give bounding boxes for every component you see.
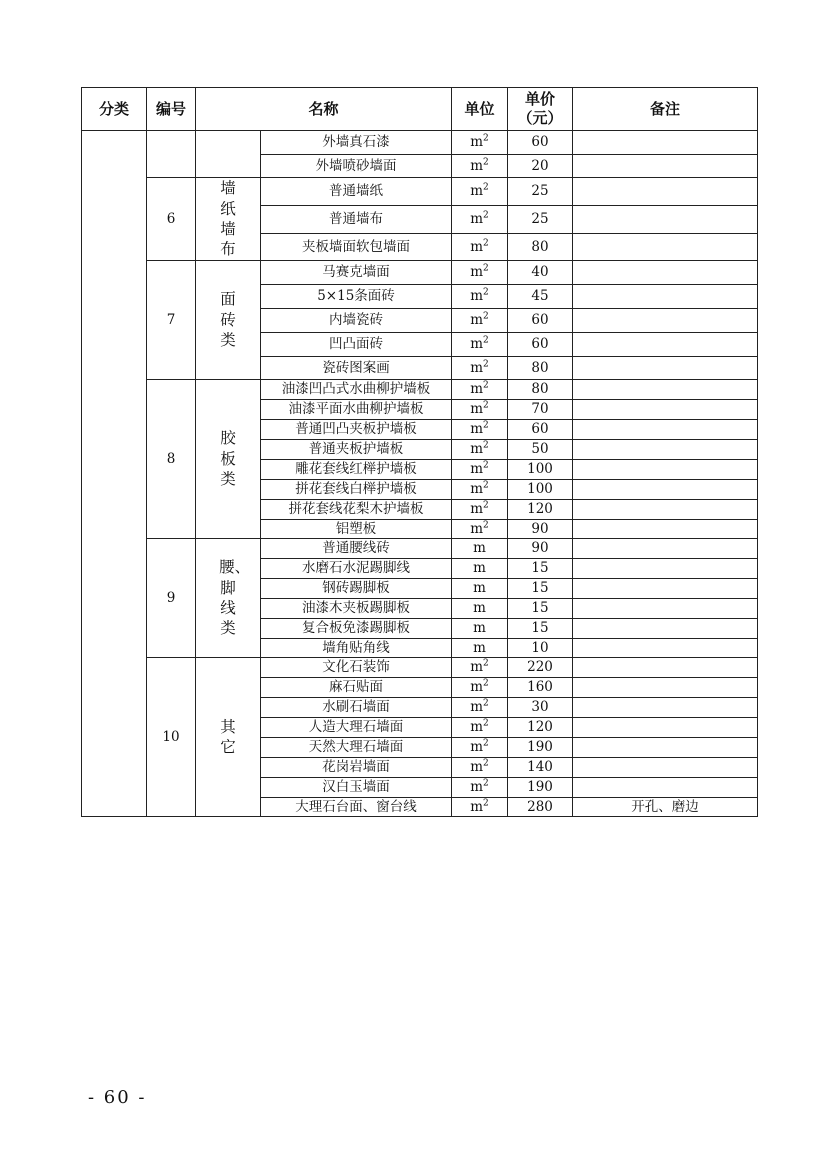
item-unit-exponent: 2 [483, 380, 489, 391]
item-price-cell: 15 [508, 599, 573, 619]
item-price-cell: 80 [508, 380, 573, 400]
item-price-cell: 20 [508, 155, 573, 178]
item-unit-cell [452, 698, 508, 718]
item-remark-cell [573, 559, 758, 579]
item-price-cell: 220 [508, 658, 573, 678]
group-type-cell [196, 131, 261, 178]
item-name-cell: 马赛克墙面 [261, 261, 452, 285]
item-unit-cell [452, 500, 508, 520]
item-price-cell: 30 [508, 698, 573, 718]
category-cell [82, 131, 147, 817]
item-unit-base: m [470, 461, 484, 478]
item-name-cell: 人造大理石墙面 [261, 718, 452, 738]
item-remark-cell [573, 261, 758, 285]
item-price-cell: 190 [508, 738, 573, 758]
item-price-cell: 15 [508, 579, 573, 599]
item-remark-cell [573, 678, 758, 698]
item-name-cell: 油漆木夹板踢脚板 [261, 599, 452, 619]
item-unit-exponent: 2 [483, 658, 489, 669]
item-remark-cell [573, 758, 758, 778]
group-code-cell: 6 [147, 178, 196, 261]
item-name-cell: 普通凹凸夹板护墙板 [261, 420, 452, 440]
item-name-cell: 普通墙纸 [261, 178, 452, 206]
item-remark-cell [573, 333, 758, 357]
item-unit-cell [452, 234, 508, 261]
item-name-cell: 墙角贴角线 [261, 639, 452, 658]
item-name-cell: 普通夹板护墙板 [261, 440, 452, 460]
item-unit-exponent: 2 [483, 238, 489, 249]
item-price-cell: 40 [508, 261, 573, 285]
item-name-cell: 凹凸面砖 [261, 333, 452, 357]
item-remark-cell [573, 698, 758, 718]
group-type-label: 胶板类 [220, 429, 236, 489]
item-unit-base: m [470, 401, 484, 418]
item-remark-cell [573, 718, 758, 738]
table-row [82, 131, 758, 155]
item-unit-cell [452, 758, 508, 778]
item-unit-base: m [470, 759, 484, 776]
item-unit-cell [452, 400, 508, 420]
item-unit-exponent: 2 [483, 718, 489, 729]
item-price-cell: 15 [508, 559, 573, 579]
item-price-cell: 90 [508, 539, 573, 559]
item-unit-base: m [470, 134, 484, 151]
item-name-cell: 拼花套线白榉护墙板 [261, 480, 452, 500]
item-unit-base: m [470, 501, 484, 518]
item-unit-cell [452, 718, 508, 738]
item-unit-base: m [470, 679, 484, 696]
item-unit-base: m [470, 264, 484, 281]
header-price-currency: （元） [517, 109, 563, 127]
item-unit-cell [452, 559, 508, 579]
table-row [82, 539, 758, 559]
item-unit-base: m [470, 381, 484, 398]
item-price-cell: 45 [508, 285, 573, 309]
item-unit-base: m [470, 359, 484, 376]
item-name-cell: 油漆平面水曲柳护墙板 [261, 400, 452, 420]
group-type-cell [196, 539, 261, 658]
item-price-cell: 10 [508, 639, 573, 658]
item-price-cell: 15 [508, 619, 573, 639]
item-unit-base: m [470, 659, 484, 676]
item-unit-base: m [470, 336, 484, 353]
item-unit-exponent: 2 [483, 359, 489, 370]
item-unit-cell [452, 778, 508, 798]
item-unit-base: m [470, 157, 484, 174]
item-unit-base: m [473, 600, 486, 617]
item-remark-cell [573, 309, 758, 333]
item-price-cell: 90 [508, 520, 573, 539]
item-unit-base: m [470, 421, 484, 438]
item-price-cell: 160 [508, 678, 573, 698]
header-category: 分类 [82, 88, 147, 131]
item-unit-exponent: 2 [483, 738, 489, 749]
item-remark-cell [573, 285, 758, 309]
item-name-cell: 文化石装饰 [261, 658, 452, 678]
item-unit-exponent: 2 [483, 520, 489, 531]
item-unit-exponent: 2 [483, 778, 489, 789]
item-remark-cell [573, 619, 758, 639]
item-name-cell: 瓷砖图案画 [261, 357, 452, 380]
item-unit-base: m [470, 520, 484, 537]
header-unit: 单位 [452, 88, 508, 131]
header-remark: 备注 [573, 88, 758, 131]
item-unit-exponent: 2 [483, 698, 489, 709]
item-unit-exponent: 2 [483, 287, 489, 298]
group-type-label: 面砖类 [220, 290, 236, 350]
table-row [82, 658, 758, 678]
item-name-cell: 水磨石水泥踢脚线 [261, 559, 452, 579]
item-price-cell: 80 [508, 357, 573, 380]
item-unit-cell [452, 333, 508, 357]
item-unit-cell [452, 309, 508, 333]
header-price-label: 单价 [525, 90, 556, 109]
item-remark-cell [573, 539, 758, 559]
item-unit-cell [452, 619, 508, 639]
item-unit-base: m [473, 580, 486, 597]
group-type-label: 其它 [220, 717, 236, 756]
item-remark-cell [573, 400, 758, 420]
item-unit-base: m [470, 779, 484, 796]
item-unit-cell [452, 357, 508, 380]
item-unit-base: m [470, 481, 484, 498]
item-unit-base: m [470, 238, 484, 255]
item-price-cell: 100 [508, 460, 573, 480]
item-unit-base: m [470, 441, 484, 458]
header-name: 名称 [196, 88, 452, 131]
item-remark-cell [573, 155, 758, 178]
item-unit-cell [452, 460, 508, 480]
item-price-cell: 280 [508, 798, 573, 817]
item-unit-exponent: 2 [483, 798, 489, 809]
item-unit-cell [452, 178, 508, 206]
item-name-cell: 拼花套线花梨木护墙板 [261, 500, 452, 520]
item-name-cell: 外墙真石漆 [261, 131, 452, 155]
item-unit-cell [452, 206, 508, 234]
item-unit-base: m [470, 288, 484, 305]
item-remark-cell [573, 520, 758, 539]
price-table [81, 87, 758, 817]
item-unit-exponent: 2 [483, 157, 489, 168]
item-unit-cell [452, 579, 508, 599]
page-number: - 60 - [88, 1087, 147, 1108]
item-unit-base: m [470, 739, 484, 756]
group-type-cell [196, 178, 261, 261]
item-unit-exponent: 2 [483, 678, 489, 689]
item-unit-cell [452, 639, 508, 658]
item-unit-cell [452, 520, 508, 539]
item-unit-cell [452, 380, 508, 400]
header-price [508, 88, 573, 131]
item-name-cell: 铝塑板 [261, 520, 452, 539]
table-row [82, 261, 758, 285]
item-unit-base: m [470, 719, 484, 736]
item-unit-exponent: 2 [483, 133, 489, 144]
item-price-cell: 70 [508, 400, 573, 420]
item-unit-base: m [470, 183, 484, 200]
item-remark-cell [573, 579, 758, 599]
item-unit-cell [452, 420, 508, 440]
group-type-label: 墙纸墙布 [220, 179, 236, 259]
item-remark-cell [573, 658, 758, 678]
item-name-cell: 麻石贴面 [261, 678, 452, 698]
item-remark-cell [573, 234, 758, 261]
item-name-cell: 外墙喷砂墙面 [261, 155, 452, 178]
item-price-cell: 60 [508, 131, 573, 155]
item-unit-base: m [470, 798, 484, 815]
item-unit-exponent: 2 [483, 460, 489, 471]
item-name-cell: 汉白玉墙面 [261, 778, 452, 798]
item-unit-base: m [470, 211, 484, 228]
item-remark-cell [573, 778, 758, 798]
item-unit-cell [452, 261, 508, 285]
item-unit-exponent: 2 [483, 440, 489, 451]
item-name-cell: 夹板墙面软包墙面 [261, 234, 452, 261]
item-remark-cell: 开孔、磨边 [573, 798, 758, 817]
item-unit-exponent: 2 [483, 210, 489, 221]
item-unit-cell [452, 599, 508, 619]
item-price-cell: 80 [508, 234, 573, 261]
item-name-cell: 5×15条面砖 [261, 285, 452, 309]
item-remark-cell [573, 131, 758, 155]
item-unit-cell [452, 658, 508, 678]
item-unit-exponent: 2 [483, 335, 489, 346]
item-unit-cell [452, 285, 508, 309]
group-code-cell: 7 [147, 261, 196, 380]
group-code-cell: 9 [147, 539, 196, 658]
item-name-cell: 天然大理石墙面 [261, 738, 452, 758]
group-type-label: 腰、脚线类 [219, 558, 251, 638]
item-unit-base: m [473, 560, 486, 577]
item-name-cell: 油漆凹凸式水曲柳护墙板 [261, 380, 452, 400]
item-unit-cell [452, 738, 508, 758]
item-price-cell: 60 [508, 420, 573, 440]
item-unit-exponent: 2 [483, 500, 489, 511]
item-unit-base: m [473, 620, 486, 637]
item-price-cell: 60 [508, 309, 573, 333]
item-name-cell: 大理石台面、窗台线 [261, 798, 452, 817]
group-code-cell: 8 [147, 380, 196, 539]
item-remark-cell [573, 500, 758, 520]
item-name-cell: 普通墙布 [261, 206, 452, 234]
group-code-cell [147, 131, 196, 178]
item-remark-cell [573, 420, 758, 440]
item-price-cell: 60 [508, 333, 573, 357]
item-remark-cell [573, 460, 758, 480]
item-unit-cell [452, 440, 508, 460]
item-remark-cell [573, 480, 758, 500]
item-unit-base: m [470, 699, 484, 716]
item-remark-cell [573, 178, 758, 206]
item-remark-cell [573, 639, 758, 658]
item-unit-cell [452, 155, 508, 178]
header-code: 编号 [147, 88, 196, 131]
item-remark-cell [573, 738, 758, 758]
item-unit-base: m [473, 540, 486, 557]
header-row [82, 88, 758, 131]
item-name-cell: 普通腰线砖 [261, 539, 452, 559]
item-price-cell: 100 [508, 480, 573, 500]
item-price-cell: 120 [508, 500, 573, 520]
item-name-cell: 复合板免漆踢脚板 [261, 619, 452, 639]
item-unit-exponent: 2 [483, 758, 489, 769]
item-name-cell: 水刷石墙面 [261, 698, 452, 718]
group-type-cell [196, 261, 261, 380]
group-type-cell [196, 658, 261, 817]
item-name-cell: 钢砖踢脚板 [261, 579, 452, 599]
item-price-cell: 190 [508, 778, 573, 798]
item-unit-base: m [473, 639, 486, 656]
item-price-cell: 25 [508, 178, 573, 206]
item-remark-cell [573, 380, 758, 400]
item-unit-exponent: 2 [483, 311, 489, 322]
item-price-cell: 120 [508, 718, 573, 738]
item-price-cell: 50 [508, 440, 573, 460]
item-unit-cell [452, 798, 508, 817]
item-remark-cell [573, 357, 758, 380]
group-code-cell: 10 [147, 658, 196, 817]
group-type-cell [196, 380, 261, 539]
item-remark-cell [573, 599, 758, 619]
item-unit-cell [452, 539, 508, 559]
item-unit-base: m [470, 312, 484, 329]
item-name-cell: 内墙瓷砖 [261, 309, 452, 333]
item-remark-cell [573, 206, 758, 234]
item-name-cell: 雕花套线红榉护墙板 [261, 460, 452, 480]
item-price-cell: 140 [508, 758, 573, 778]
item-unit-exponent: 2 [483, 182, 489, 193]
item-unit-exponent: 2 [483, 263, 489, 274]
table-body [82, 131, 758, 817]
item-price-cell: 25 [508, 206, 573, 234]
item-remark-cell [573, 440, 758, 460]
item-unit-cell [452, 480, 508, 500]
item-unit-exponent: 2 [483, 400, 489, 411]
table-row [82, 380, 758, 400]
item-unit-exponent: 2 [483, 420, 489, 431]
item-unit-cell [452, 131, 508, 155]
item-unit-exponent: 2 [483, 480, 489, 491]
table-row [82, 178, 758, 206]
item-unit-cell [452, 678, 508, 698]
item-name-cell: 花岗岩墙面 [261, 758, 452, 778]
